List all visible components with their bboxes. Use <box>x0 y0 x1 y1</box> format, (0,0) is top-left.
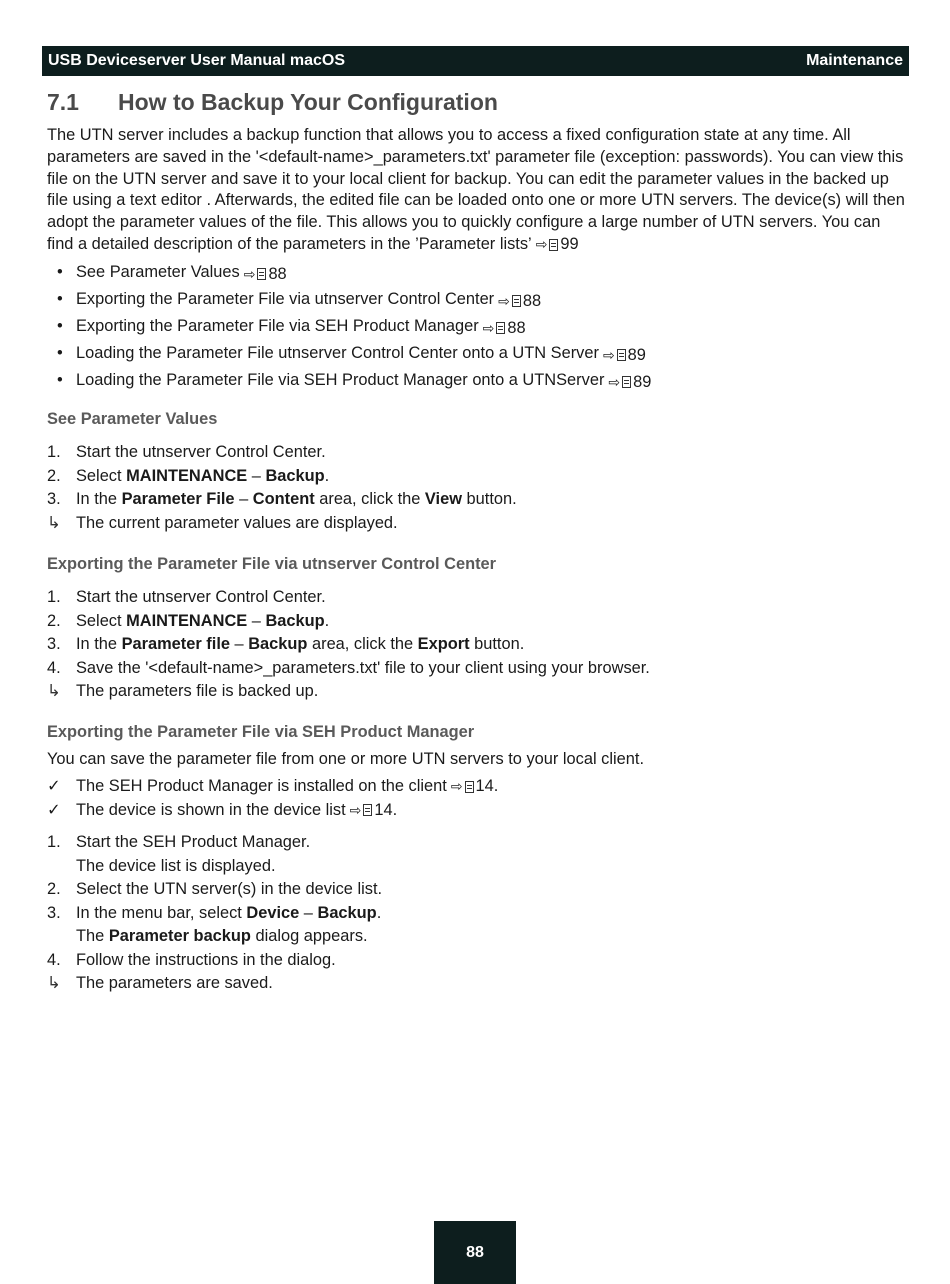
subheading-see-parameter-values: See Parameter Values <box>47 410 218 428</box>
topic-link[interactable]: Loading the Parameter File utnserver Control Center onto a UTN Server <box>76 344 599 362</box>
result-arrow-icon: ↳ <box>47 682 61 700</box>
manual-title: USB Deviceserver User Manual macOS <box>48 52 346 69</box>
step: 1. Start the SEH Product Manager. The device list is displayed. <box>47 833 311 875</box>
page-reference[interactable]: ⇨ 88 <box>244 260 287 287</box>
topic-link[interactable]: Exporting the Parameter File via utnserver Control Center <box>76 290 495 308</box>
topic-link[interactable]: See Parameter Values <box>76 263 240 281</box>
chapter-title: Maintenance <box>806 52 903 69</box>
subheading-export-product-manager: Exporting the Parameter File via SEH Product Manager <box>47 723 475 741</box>
list-item: • Loading the Parameter File via SEH Product Manager onto a UTNServer ⇨ 89 <box>47 368 651 395</box>
arrow-right-icon: ⇨ <box>349 801 362 818</box>
checkmark-icon: ✓ <box>47 777 61 795</box>
checkmark-icon: ✓ <box>47 800 61 819</box>
page-icon <box>549 239 558 251</box>
topic-list <box>47 260 651 395</box>
paragraph: You can save the parameter file from one or more UTN servers to your local client. <box>47 750 645 768</box>
arrow-right-icon: ⇨ <box>243 265 256 282</box>
arrow-right-icon: ⇨ <box>602 346 615 363</box>
list-item: • Exporting the Parameter File via SEH Product Manager ⇨ 88 <box>47 314 651 341</box>
page-reference[interactable]: ⇨ 99 <box>536 234 579 256</box>
arrow-right-icon: ⇨ <box>535 235 548 252</box>
result-arrow-icon: ↳ <box>47 513 61 532</box>
topic-link[interactable]: Exporting the Parameter File via SEH Product Manager <box>76 317 479 335</box>
page-reference[interactable]: ⇨ 14. <box>350 799 398 823</box>
page-icon <box>512 295 521 307</box>
page-reference[interactable]: ⇨ 89 <box>603 341 646 368</box>
page-icon <box>363 804 372 816</box>
arrow-right-icon: ⇨ <box>608 373 621 390</box>
section-heading <box>47 89 498 116</box>
page-reference[interactable]: ⇨ 89 <box>608 368 651 395</box>
step: 3. In the menu bar, select Device – Backup. The Parameter backup dialog appears. <box>47 903 382 945</box>
intro-paragraph <box>47 125 909 256</box>
topic-link[interactable]: Loading the Parameter File via SEH Product Manager onto a UTNServer <box>76 371 605 389</box>
page-icon <box>257 268 266 280</box>
prerequisite: ✓ The SEH Product Manager is installed on the client ⇨ 14. <box>47 775 498 799</box>
subheading-export-control-center: Exporting the Parameter File via utnserver Control Center <box>47 555 497 573</box>
step: 1. Start the utnserver Control Center. <box>47 443 326 461</box>
page-icon <box>617 349 626 361</box>
arrow-right-icon: ⇨ <box>498 292 510 309</box>
arrow-right-icon: ⇨ <box>482 319 495 336</box>
step: 2. Select the UTN server(s) in the device list. <box>47 880 383 898</box>
steps-export-control-center <box>47 586 650 704</box>
step: 4. Follow the instructions in the dialog. <box>47 950 336 969</box>
step: 3. In the Parameter File – Content area, click the View button. <box>47 490 517 508</box>
list-item: • Loading the Parameter File utnserver Control Center onto a UTN Server ⇨ 89 <box>47 341 651 368</box>
step: 2. Select MAINTENANCE – Backup. <box>47 611 330 630</box>
running-header <box>42 46 909 76</box>
step-result: ↳ The parameters are saved. <box>47 972 382 996</box>
page-reference[interactable]: ⇨ 14. <box>451 775 499 799</box>
step: 2. Select MAINTENANCE – Backup. <box>47 466 330 485</box>
section-title: How to Backup Your Configuration <box>118 89 498 115</box>
page-number: 88 <box>434 1221 516 1284</box>
result-arrow-icon: ↳ <box>47 974 61 992</box>
page-icon <box>622 376 631 388</box>
prerequisites <box>47 775 498 822</box>
prerequisite: ✓ The device is shown in the device list ⇨ 14. <box>47 799 498 823</box>
page-icon <box>465 781 474 793</box>
step: 3. In the Parameter file – Backup area, click the Export button. <box>47 635 525 653</box>
step-result: ↳ The parameters file is backed up. <box>47 680 650 704</box>
list-item: • Exporting the Parameter File via utnserver Control Center ⇨ 88 <box>47 287 651 314</box>
page-icon <box>496 322 505 334</box>
page-reference[interactable]: ⇨ 88 <box>483 314 526 341</box>
steps-see-parameter-values <box>47 441 517 535</box>
steps-export-product-manager <box>47 831 382 996</box>
page-reference[interactable]: ⇨ 88 <box>498 287 541 314</box>
step-result: ↳ The current parameter values are displayed. <box>47 512 517 536</box>
section-number: 7.1 <box>47 89 79 115</box>
step: 1. Start the utnserver Control Center. <box>47 588 326 606</box>
intro-text: The UTN server includes a backup function that allows you to access a fixed configuration state at any time. All parameters are saved in the '<default-name>_parameters.txt' parameter file (exception: passwords). You can view this file on the UTN server and save it to your local client for backup. You can edit the parameter values in the backed up file using a text editor . Afterwards, the edited file can be loaded onto one or more UTN servers. The device(s) will then adopt the parameter values of the file. This allows you to quickly configure a large number of UTN servers. You can find a detailed description of the parameters in the ’Parameter lists’ <box>47 126 905 253</box>
step: 4. Save the '<default-name>_parameters.txt' file to your client using your browser. <box>47 658 650 677</box>
arrow-right-icon: ⇨ <box>450 778 463 794</box>
list-item: • See Parameter Values ⇨ 88 <box>47 260 651 287</box>
